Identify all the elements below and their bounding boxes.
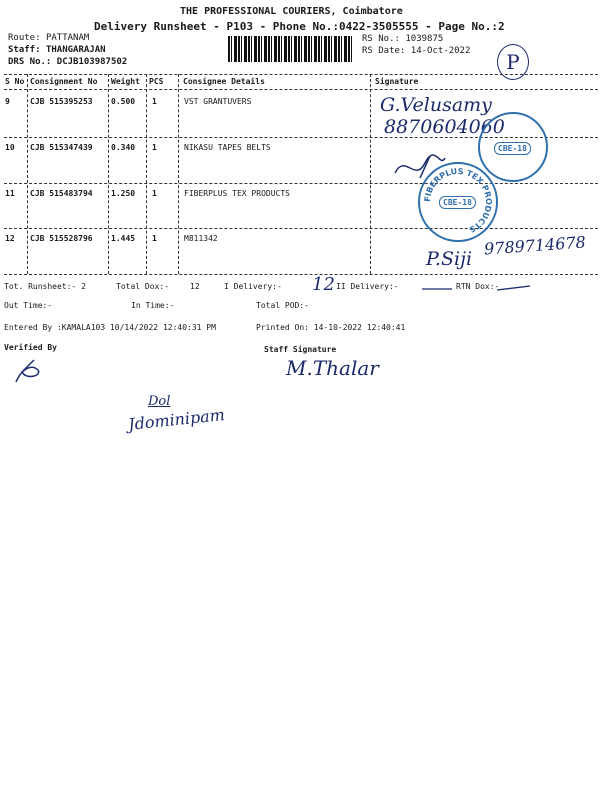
in-time-label: In Time:- xyxy=(131,301,175,310)
route-value: PATTANAM xyxy=(45,33,90,43)
row-weight: 1.250 xyxy=(111,189,136,198)
i-delivery-handwritten: 12 xyxy=(312,274,335,295)
staff-label: Staff: xyxy=(8,45,41,55)
row-sno: 9 xyxy=(5,97,10,106)
row-consignee: NIKASU TAPES BELTS xyxy=(184,143,271,152)
row-border xyxy=(4,228,598,229)
row-weight: 1.445 xyxy=(111,234,136,243)
route-label: Route: xyxy=(8,33,41,43)
rtn-dox-label: RTN Dox:- xyxy=(456,282,500,291)
i-delivery-label: I Delivery:- xyxy=(224,282,282,291)
route-line xyxy=(8,33,89,43)
table-top-border xyxy=(4,74,598,75)
row-sno: 12 xyxy=(5,234,15,243)
handwritten-dash-strokes xyxy=(422,284,532,294)
row-weight: 0.340 xyxy=(111,143,136,152)
row-consignment: CJB 515395253 xyxy=(30,97,93,106)
row-sno: 10 xyxy=(5,143,15,152)
staff-handwritten-signature: M.Thalar xyxy=(286,356,379,380)
row-consignment: CJB 515347439 xyxy=(30,143,93,152)
total-dox-value: 12 xyxy=(190,282,200,291)
drs-value: DCJB103987502 xyxy=(56,57,128,67)
row-consignment: CJB 515528796 xyxy=(30,234,93,243)
fiberplus-stamp xyxy=(418,162,498,242)
row-pcs: 1 xyxy=(152,97,157,106)
col-header-consignment: Consignment No xyxy=(30,77,98,86)
printed-on: Printed On: 14-10-2022 12:40:41 xyxy=(256,323,406,332)
stamp2-center-text: CBE-18 xyxy=(439,196,476,209)
col-header-weight: Weight xyxy=(111,77,140,86)
rs-no-value: 1039875 xyxy=(405,34,444,44)
row-consignee: VST GRANTUVERS xyxy=(184,97,252,106)
col-divider xyxy=(108,74,109,274)
drs-label: DRS No.: xyxy=(8,57,52,67)
runsheet-subtitle: Delivery Runsheet - P103 - Phone No.:0422-3505555 - Page No.:2 xyxy=(94,20,505,33)
signature-row1-name: G.Velusamy xyxy=(380,94,492,116)
table-header-border xyxy=(4,89,598,90)
row-sno: 11 xyxy=(5,189,15,198)
row-border xyxy=(4,183,598,184)
row-weight: 0.500 xyxy=(111,97,136,106)
col-header-sno: S No xyxy=(5,77,25,86)
stamp-center-text: CBE-18 xyxy=(494,142,531,155)
col-divider xyxy=(178,74,179,274)
handwritten-circle-mark: P xyxy=(497,44,529,80)
col-divider xyxy=(27,74,28,274)
stamp-ring-label: FIBERPLUS TEX PRODUCTS xyxy=(422,166,494,235)
ii-delivery-label: II Delivery:- xyxy=(336,282,399,291)
entered-by: Entered By :KAMALA103 10/14/2022 12:40:31 PM xyxy=(4,323,216,332)
col-header-pcs: PCS xyxy=(149,77,164,86)
signature-row4-name: P.Siji xyxy=(426,248,473,270)
total-runsheet: Tot. Runsheet:- 2 xyxy=(4,282,86,291)
verifier-scribble-mark xyxy=(12,358,48,388)
verifier-initial: Dol xyxy=(148,394,171,409)
rs-no-label: RS No.: xyxy=(362,34,400,44)
drs-line xyxy=(8,57,127,67)
verifier-handwritten-name: Jdominipam xyxy=(127,404,226,435)
verified-by-label: Verified By xyxy=(4,343,57,352)
barcode xyxy=(228,36,354,62)
rs-date-line xyxy=(362,46,470,56)
rs-date-value: 14-Oct-2022 xyxy=(410,46,471,56)
col-divider xyxy=(146,74,147,274)
company-title: THE PROFESSIONAL COURIERS, Coimbatore xyxy=(180,6,403,17)
out-time-label: Out Time:- xyxy=(4,301,53,310)
staff-line xyxy=(8,45,106,55)
staff-signature-label: Staff Signature xyxy=(264,345,337,354)
total-pod-label: Total POD:- xyxy=(256,301,309,310)
row-pcs: 1 xyxy=(152,143,157,152)
row-consignee: M811342 xyxy=(184,234,218,243)
signature-row4-phone: 9789714678 xyxy=(483,232,587,259)
total-dox-label: Total Dox:- xyxy=(116,282,169,291)
table-bottom-border xyxy=(4,274,598,275)
row-consignment: CJB 515483794 xyxy=(30,189,93,198)
signature-row1-phone: 8870604060 xyxy=(384,116,505,138)
staff-value: THANGARAJAN xyxy=(45,45,106,55)
row-pcs: 1 xyxy=(152,234,157,243)
col-header-consignee: Consignee Details xyxy=(183,77,265,86)
row-pcs: 1 xyxy=(152,189,157,198)
row-consignee: FIBERPLUS TEX PRODUCTS xyxy=(184,189,290,198)
col-divider xyxy=(370,74,371,274)
rs-date-label: RS Date: xyxy=(362,46,406,56)
col-header-signature: Signature xyxy=(375,77,419,86)
rs-no-line xyxy=(362,34,443,44)
